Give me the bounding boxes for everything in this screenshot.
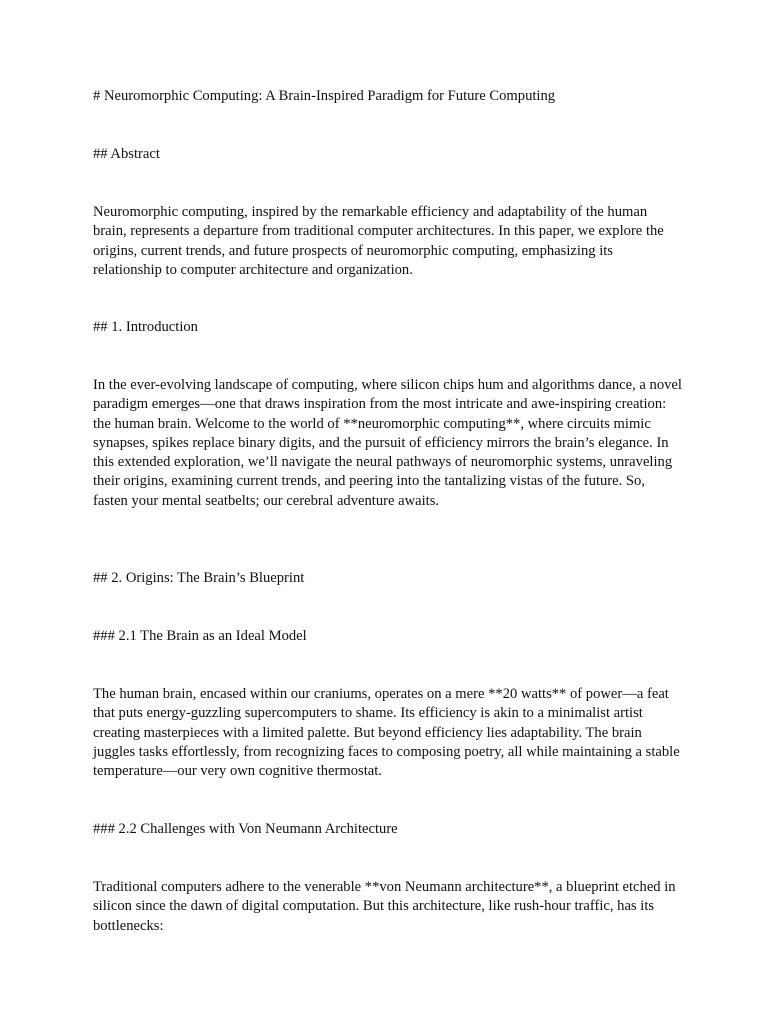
abstract-heading: ## Abstract bbox=[93, 146, 160, 162]
origins-heading: ## 2. Origins: The Brain’s Blueprint bbox=[93, 570, 305, 586]
von-neumann-paragraph: Traditional computers adhere to the venerable **von Neumann architecture**, a blueprint etched in silicon since the dawn of digital computation. But this architecture, like rush-hour traffic, has its bottlenecks: bbox=[93, 879, 676, 934]
document-title: # Neuromorphic Computing: A Brain-Inspired Paradigm for Future Computing bbox=[93, 88, 556, 104]
introduction-paragraph: In the ever-evolving landscape of computing, where silicon chips hum and algorithms dance, a novel paradigm emerges—one that draws inspiration from the most intricate and awe-inspiring creation: the human brain. Welcome to the world of **neuromorphic computing**, where circuits mimic synapses, spikes replace binary digits, and the pursuit of efficiency mirrors the brain’s elegance. In this extended exploration, we’ll navigate the neural pathways of neuromorphic systems, unraveling their origins, examining current trends, and peering into the tantalizing vistas of the future. So, fasten your mental seatbelts; our cerebral adventure awaits. bbox=[93, 377, 682, 509]
ideal-model-paragraph: The human brain, encased within our craniums, operates on a mere **20 watts** of power—a feat that puts energy-guzzling supercomputers to shame. Its efficiency is akin to a minimalist artist creating masterpieces with a limited palette. But beyond efficiency lies adaptability. The brain juggles tasks effortlessly, from recognizing faces to composing poetry, all while maintaining a stable temperature—our very own cognitive thermostat. bbox=[93, 686, 680, 780]
introduction-heading: ## 1. Introduction bbox=[93, 319, 198, 335]
von-neumann-heading: ### 2.2 Challenges with Von Neumann Architecture bbox=[93, 821, 398, 837]
abstract-paragraph: Neuromorphic computing, inspired by the remarkable efficiency and adaptability of the human brain, represents a departure from traditional computer architectures. In this paper, we explore the origins, current trends, and future prospects of neuromorphic computing, emphasizing its relationship to computer architecture and organization. bbox=[93, 204, 664, 278]
ideal-model-heading: ### 2.1 The Brain as an Ideal Model bbox=[93, 628, 307, 644]
